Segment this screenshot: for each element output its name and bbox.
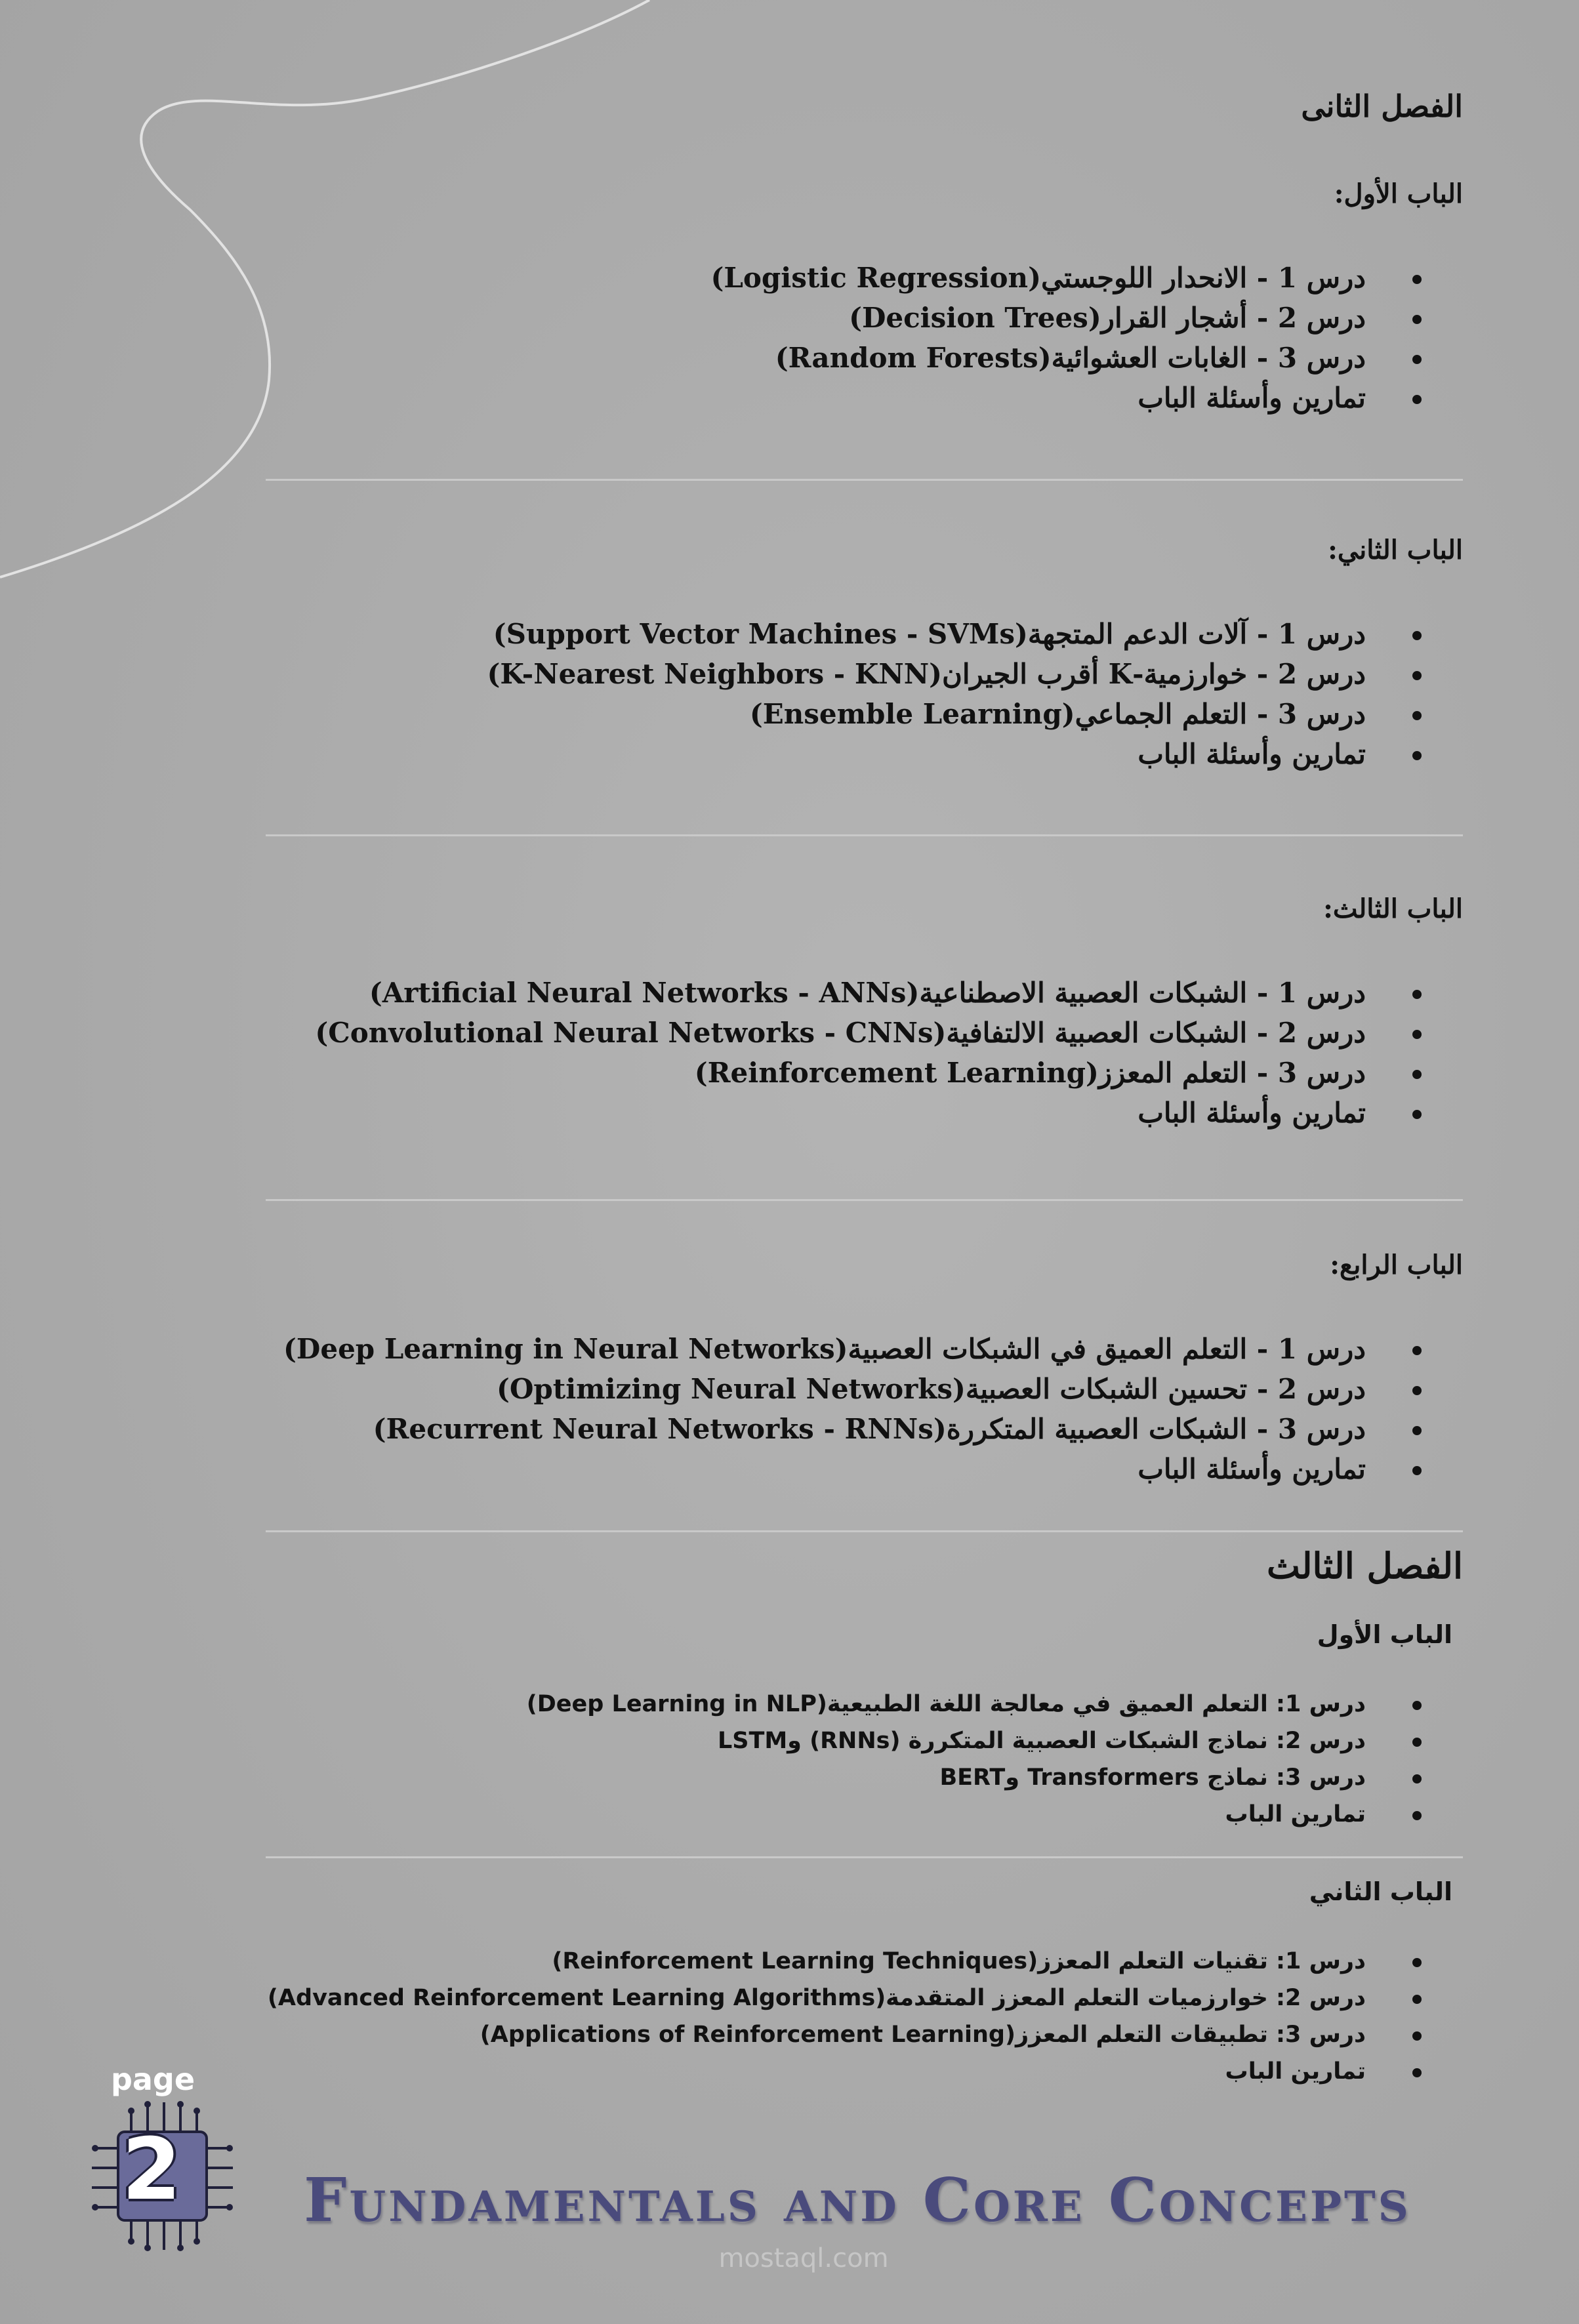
bullet-dot-icon <box>1412 395 1422 404</box>
bullet-dot-icon <box>1412 1958 1422 1967</box>
list-item: درس 1 - آلات الدعم المتجهة(Support Vector Machines - SVMs) <box>266 614 1366 654</box>
list-item: درس 1 - الشبكات العصبية الاصطناعية(Artificial Neural Networks - ANNs) <box>266 973 1366 1013</box>
lesson-list <box>266 1686 1463 1833</box>
bullet-dot-icon <box>1412 355 1422 364</box>
table-of-contents <box>266 0 1463 2324</box>
list-item: درس 1: التعلم العميق في معالجة اللغة الطبيعية(Deep Learning in NLP) <box>266 1686 1366 1723</box>
lesson-list <box>266 258 1463 418</box>
list-item: درس 3 - الغابات العشوائية(Random Forests) <box>266 338 1366 378</box>
bullet-dot-icon <box>1412 275 1422 284</box>
bullet-dot-icon <box>1412 1110 1422 1119</box>
list-item: درس 2 - أشجار القرار(Decision Trees) <box>266 298 1366 338</box>
list-item: درس 1 - الانحدار اللوجستي(Logistic Regression) <box>266 258 1366 298</box>
list-item: درس 2: خوارزميات التعلم المعزز المتقدمة(Advanced Reinforcement Learning Algorithms) <box>266 1980 1366 2016</box>
watermark: mostaql.com <box>718 2243 889 2273</box>
list-item: درس 2 - تحسين الشبكات العصبية(Optimizing Neural Networks) <box>266 1369 1366 1409</box>
bullet-dot-icon <box>1412 2031 1422 2041</box>
list-item: درس 3: نماذج Transformers وBERT <box>266 1759 1366 1796</box>
bullet-dot-icon <box>1412 751 1422 760</box>
footer-title: Fundamentals and Core Concepts <box>304 2165 1411 2235</box>
bullet-dot-icon <box>1412 1995 1422 2004</box>
bullet-dot-icon <box>1412 1738 1422 1747</box>
section-heading: الباب الثاني <box>1309 1877 1452 1906</box>
list-item: درس 2 - الشبكات العصبية الالتفافية(Convolutional Neural Networks - CNNs) <box>266 1013 1366 1053</box>
divider <box>266 1530 1463 1532</box>
list-item: درس 3 - التعلم المعزز(Reinforcement Learning) <box>266 1053 1366 1093</box>
bullet-dot-icon <box>1412 315 1422 324</box>
bullet-dot-icon <box>1412 1774 1422 1784</box>
bullet-dot-icon <box>1412 2068 1422 2077</box>
list-item: تمارين وأسئلة الباب <box>266 734 1366 774</box>
bullet-dot-icon <box>1412 1346 1422 1355</box>
divider <box>266 479 1463 481</box>
bullet-dot-icon <box>1412 1701 1422 1710</box>
lesson-list <box>266 1943 1463 2090</box>
list-item: درس 2 - خوارزمية-K أقرب الجيران(K-Nearest Neighbors - KNN) <box>266 654 1366 694</box>
bullet-dot-icon <box>1412 671 1422 680</box>
bullet-dot-icon <box>1412 711 1422 720</box>
list-item: تمارين الباب <box>266 1796 1366 1833</box>
lesson-list <box>266 973 1463 1133</box>
list-item: درس 2: نماذج الشبكات العصبية المتكررة (RNNs) وLSTM <box>266 1723 1366 1759</box>
bullet-dot-icon <box>1412 1386 1422 1395</box>
bullet-dot-icon <box>1412 1030 1422 1039</box>
bullet-dot-icon <box>1412 990 1422 999</box>
list-item: درس 3 - التعلم الجماعي(Ensemble Learning) <box>266 694 1366 734</box>
bullet-dot-icon <box>1412 1070 1422 1079</box>
section-heading: الباب الثاني: <box>1328 535 1463 565</box>
list-item: تمارين وأسئلة الباب <box>266 378 1366 418</box>
list-item: درس 3: تطبيقات التعلم المعزز(Applications of Reinforcement Learning) <box>266 2016 1366 2053</box>
section-heading: الباب الأول <box>1317 1620 1452 1649</box>
lesson-list <box>266 1329 1463 1489</box>
bullet-dot-icon <box>1412 1811 1422 1820</box>
divider <box>266 1856 1463 1858</box>
page-number: 2 <box>121 2119 182 2219</box>
divider <box>266 1199 1463 1201</box>
section-chapter3-part1 <box>266 1620 1463 1833</box>
list-item: تمارين وأسئلة الباب <box>266 1449 1366 1489</box>
divider <box>266 834 1463 836</box>
page-label: page <box>110 2062 195 2097</box>
section-heading: الباب الرابع: <box>1330 1250 1463 1280</box>
bullet-dot-icon <box>1412 631 1422 640</box>
list-item: درس 1: تقنيات التعلم المعزز(Reinforcement Learning Techniques) <box>266 1943 1366 1980</box>
list-item: درس 3 - الشبكات العصبية المتكررة(Recurrent Neural Networks - RNNs) <box>266 1409 1366 1449</box>
section-chapter2-part2 <box>266 535 1463 774</box>
list-item: تمارين وأسئلة الباب <box>266 1093 1366 1133</box>
section-chapter3-part2 <box>266 1877 1463 2090</box>
section-chapter2-part4 <box>266 1250 1463 1489</box>
section-chapter2-part3 <box>266 893 1463 1133</box>
bullet-dot-icon <box>1412 1426 1422 1435</box>
section-chapter2-part1 <box>266 178 1463 418</box>
chapter-title: الفصل الثانى <box>1301 89 1463 124</box>
section-heading: الباب الثالث: <box>1323 893 1463 924</box>
list-item: درس 1 - التعلم العميق في الشبكات العصبية(Deep Learning in Neural Networks) <box>266 1329 1366 1369</box>
chapter-title: الفصل الثالث <box>1267 1545 1463 1587</box>
bullet-dot-icon <box>1412 1466 1422 1475</box>
list-item: تمارين الباب <box>266 2053 1366 2090</box>
section-heading: الباب الأول: <box>1334 178 1463 209</box>
lesson-list <box>266 614 1463 774</box>
